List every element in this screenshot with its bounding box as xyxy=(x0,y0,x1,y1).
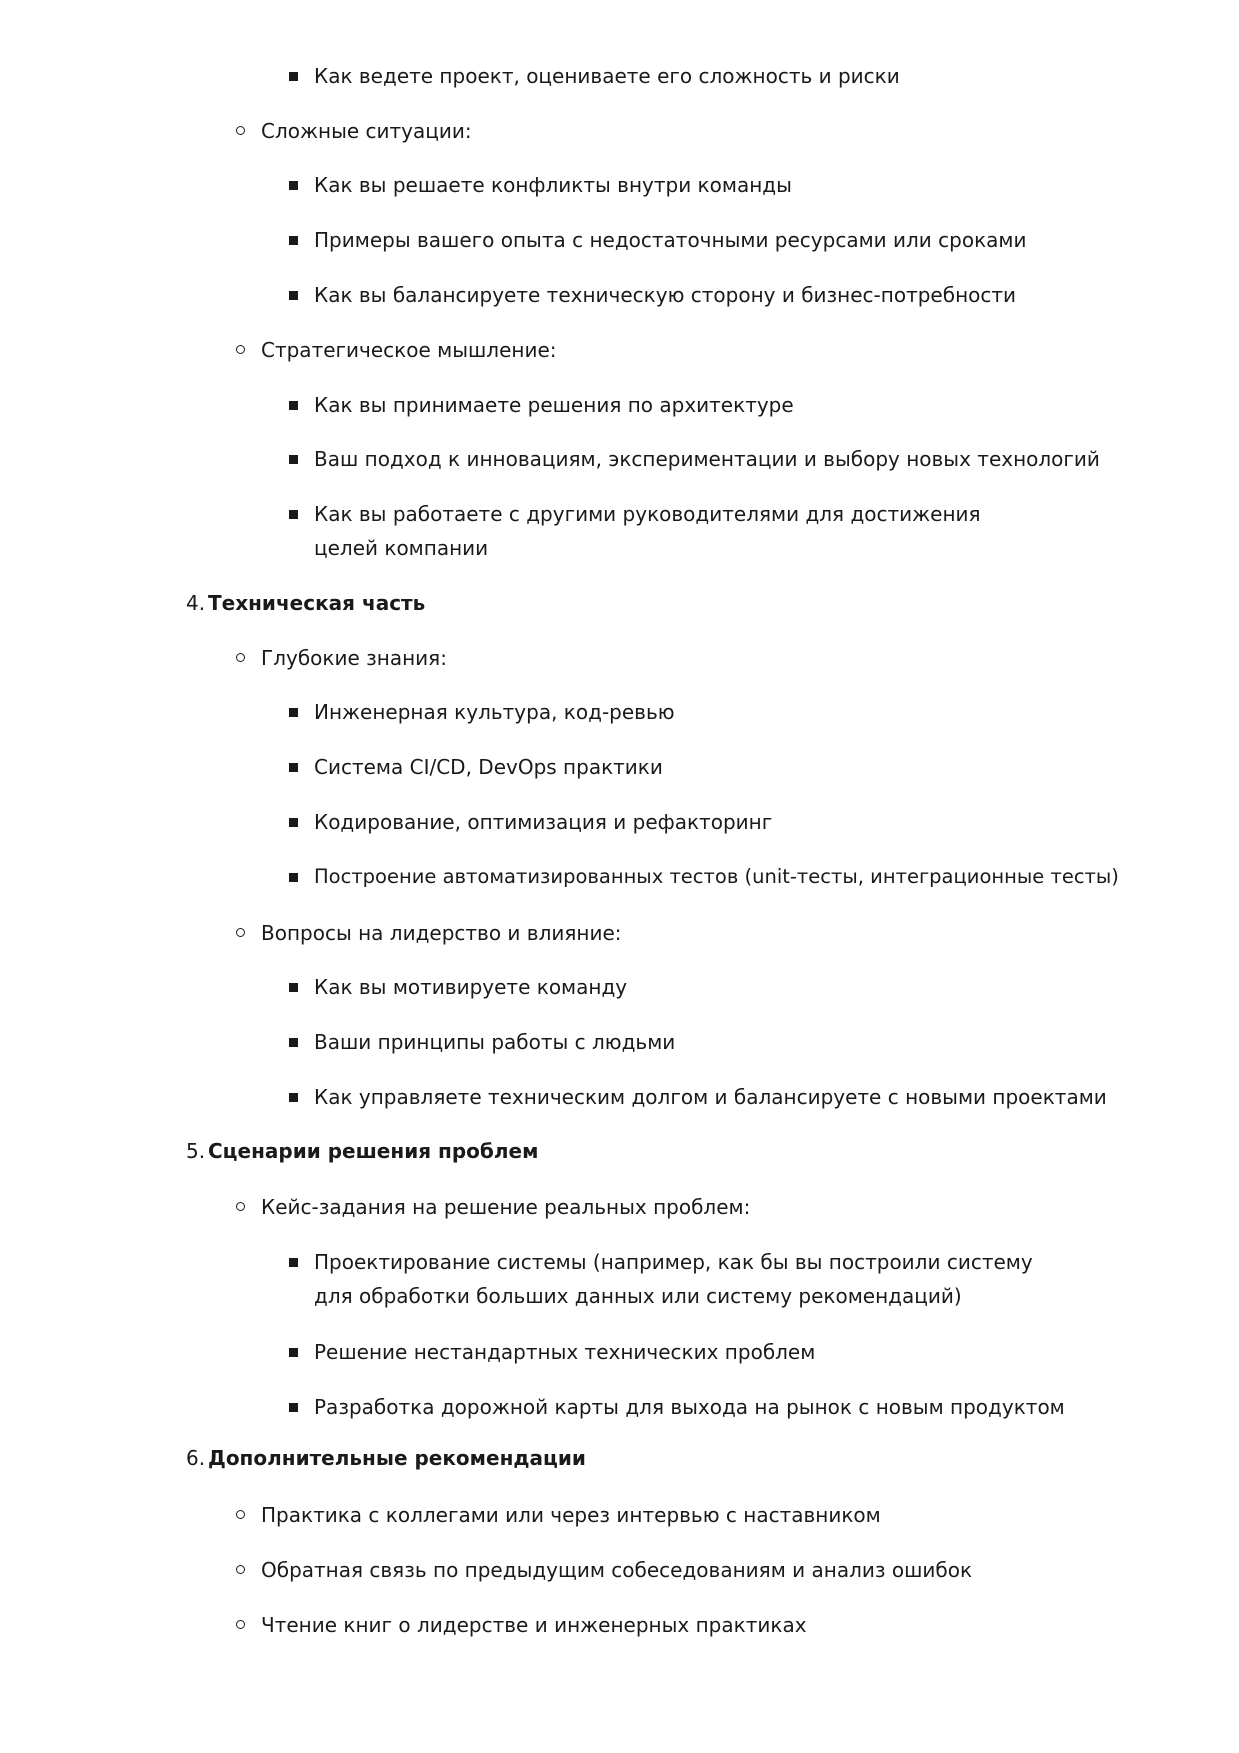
section-title: Дополнительные рекомендации xyxy=(208,1446,586,1470)
list-item: Обратная связь по предыдущим собеседованиям и анализ ошибок xyxy=(261,1558,973,1582)
list-item: Примеры вашего опыта с недостаточными ресурсами или сроками xyxy=(314,228,1027,252)
list-item: Как ведете проект, оцениваете его сложность и риски xyxy=(314,64,900,88)
square-bullet-icon xyxy=(289,291,298,300)
list-item: Практика с коллегами или через интервью с наставником xyxy=(261,1503,881,1527)
list-item: Система CI/CD, DevOps практики xyxy=(314,755,663,779)
list-item: Решение нестандартных технических проблем xyxy=(314,1340,816,1364)
list-item: Ваши принципы работы с людьми xyxy=(314,1030,676,1054)
list-item: Построение автоматизированных тестов (unit-тесты, интеграционные тесты) xyxy=(314,865,1119,888)
circle-bullet-icon xyxy=(236,345,245,354)
list-item: Как вы принимаете решения по архитектуре xyxy=(314,393,794,417)
list-item: Как вы работаете с другими руководителями для достижения целей компании xyxy=(314,502,981,560)
section-number: 6. xyxy=(186,1446,206,1470)
subsection-heading: Глубокие знания: xyxy=(261,646,447,670)
square-bullet-icon xyxy=(289,72,298,81)
square-bullet-icon xyxy=(289,401,298,410)
square-bullet-icon xyxy=(289,818,298,827)
section-number: 4. xyxy=(186,591,206,615)
list-item: Разработка дорожной карты для выхода на рынок с новым продуктом xyxy=(314,1395,1065,1419)
subsection-heading: Стратегическое мышление: xyxy=(261,338,557,362)
section-title: Сценарии решения проблем xyxy=(208,1139,539,1163)
circle-bullet-icon xyxy=(236,126,245,135)
square-bullet-icon xyxy=(289,1038,298,1047)
circle-bullet-icon xyxy=(236,928,245,937)
square-bullet-icon xyxy=(289,763,298,772)
circle-bullet-icon xyxy=(236,1202,245,1211)
list-item: Кодирование, оптимизация и рефакторинг xyxy=(314,810,773,834)
list-item: Как управляете техническим долгом и балансируете с новыми проектами xyxy=(314,1085,1107,1109)
circle-bullet-icon xyxy=(236,653,245,662)
section-title: Техническая часть xyxy=(208,591,426,615)
square-bullet-icon xyxy=(289,236,298,245)
list-item: Инженерная культура, код-ревью xyxy=(314,700,675,724)
circle-bullet-icon xyxy=(236,1620,245,1629)
subsection-heading: Сложные ситуации: xyxy=(261,119,472,143)
square-bullet-icon xyxy=(289,873,298,882)
square-bullet-icon xyxy=(289,708,298,717)
square-bullet-icon xyxy=(289,1348,298,1357)
list-item: Как вы решаете конфликты внутри команды xyxy=(314,173,792,197)
square-bullet-icon xyxy=(289,181,298,190)
list-item: Как вы балансируете техническую сторону и бизнес-потребности xyxy=(314,283,1017,307)
square-bullet-icon xyxy=(289,510,298,519)
list-item: Проектирование системы (например, как бы вы построили систему для обработки больших данных или систему рекомендаций) xyxy=(314,1250,1033,1308)
subsection-heading: Вопросы на лидерство и влияние: xyxy=(261,921,622,945)
list-item: Чтение книг о лидерстве и инженерных практиках xyxy=(261,1613,807,1637)
square-bullet-icon xyxy=(289,1093,298,1102)
list-item: Ваш подход к инновациям, экспериментации и выбору новых технологий xyxy=(314,447,1100,471)
square-bullet-icon xyxy=(289,455,298,464)
square-bullet-icon xyxy=(289,1258,298,1267)
square-bullet-icon xyxy=(289,983,298,992)
square-bullet-icon xyxy=(289,1403,298,1412)
list-item: Как вы мотивируете команду xyxy=(314,975,628,999)
subsection-heading: Кейс-задания на решение реальных проблем: xyxy=(261,1195,751,1219)
section-number: 5. xyxy=(186,1139,206,1163)
circle-bullet-icon xyxy=(236,1565,245,1574)
circle-bullet-icon xyxy=(236,1510,245,1519)
